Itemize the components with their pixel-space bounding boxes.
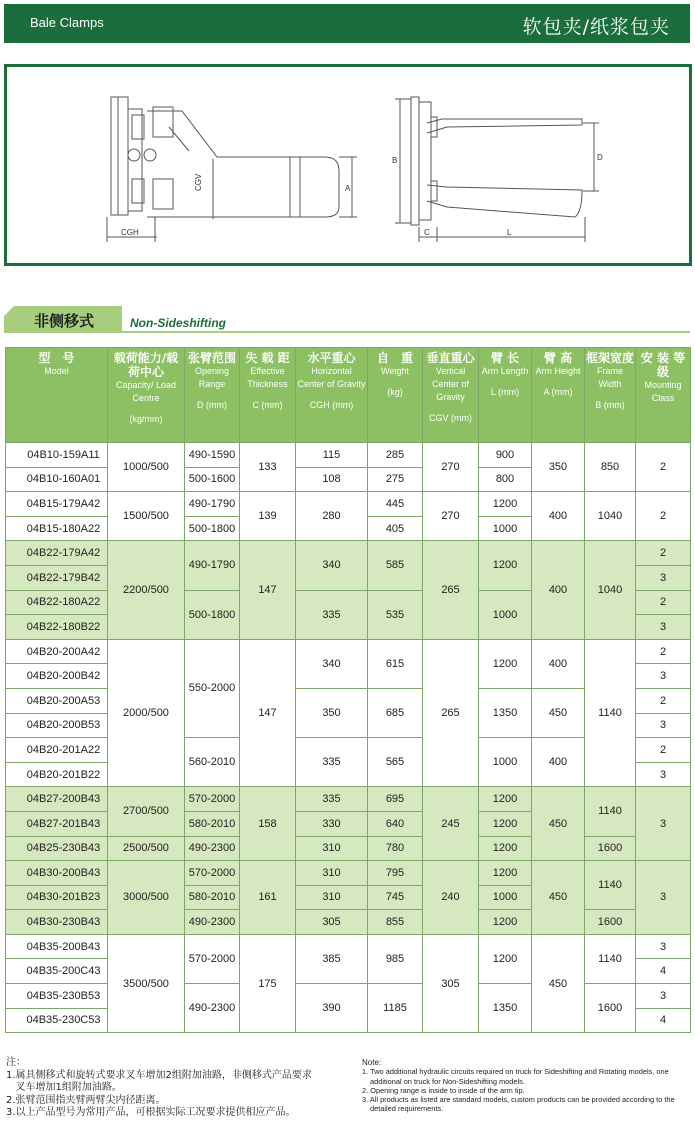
opening-cell: 570-2000 [185, 861, 240, 886]
col-header-thickness: 失 载 距 Effective Thickness C (mm) [240, 348, 296, 443]
arm-length-cell: 800 [479, 467, 532, 492]
mounting-cell: 2 [636, 443, 691, 492]
model-cell: 04B30-201B23 [6, 885, 108, 910]
cgh-cell: 335 [296, 787, 368, 812]
thickness-cell: 175 [240, 934, 296, 1032]
col-header-arm-length: 臂 长 Arm Length L (mm) [479, 348, 532, 443]
col-header-mounting: 安 装 等 级 Mounting Class [636, 348, 691, 443]
label-cgv: CGV [194, 173, 203, 191]
opening-cell: 500-1600 [185, 467, 240, 492]
weight-cell: 565 [368, 738, 423, 787]
cgv-cell: 265 [423, 541, 479, 639]
opening-cell: 500-1800 [185, 516, 240, 541]
arm-length-cell: 1000 [479, 885, 532, 910]
notes-cn-item: 3.以上产品型号为常用产品，可根据实际工况要求提供相应产品。 [6, 1107, 296, 1118]
mounting-cell: 3 [636, 713, 691, 738]
weight-cell: 795 [368, 861, 423, 886]
arm-length-cell: 1000 [479, 590, 532, 639]
cgv-cell: 240 [423, 861, 479, 935]
opening-cell: 550-2000 [185, 639, 240, 737]
mounting-cell: 3 [636, 984, 691, 1009]
model-cell: 04B22-180A22 [6, 590, 108, 615]
capacity-cell: 2500/500 [108, 836, 185, 861]
col-header-capacity: 载荷能力/载荷中心 Capacity/ Load Centre (kg/mm) [108, 348, 185, 443]
thickness-cell: 147 [240, 541, 296, 639]
model-cell: 04B20-201B22 [6, 762, 108, 787]
mounting-cell: 4 [636, 959, 691, 984]
frame-width-cell: 1140 [585, 639, 636, 787]
cgh-cell: 310 [296, 885, 368, 910]
weight-cell: 285 [368, 443, 423, 468]
model-cell: 04B22-179A42 [6, 541, 108, 566]
model-cell: 04B20-200A42 [6, 639, 108, 664]
mounting-cell: 3 [636, 787, 691, 861]
weight-cell: 405 [368, 516, 423, 541]
cgh-cell: 108 [296, 467, 368, 492]
opening-cell: 580-2010 [185, 811, 240, 836]
arm-length-cell: 1200 [479, 541, 532, 590]
notes-cn-item: 2.张臂范围指夹臂两臂尖内径距离。 [6, 1094, 166, 1106]
capacity-cell: 1000/500 [108, 443, 185, 492]
model-cell: 04B35-200B43 [6, 934, 108, 959]
mounting-cell: 3 [636, 615, 691, 640]
cgh-cell: 310 [296, 836, 368, 861]
spec-table [5, 347, 691, 1033]
mounting-cell: 2 [636, 541, 691, 566]
opening-cell: 490-1790 [185, 541, 240, 590]
clamp-diagram [7, 67, 689, 263]
cgh-cell: 390 [296, 984, 368, 1033]
arm-length-cell: 1200 [479, 836, 532, 861]
col-header-weight: 自 重 Weight (kg) [368, 348, 423, 443]
cgh-cell: 335 [296, 590, 368, 639]
arm-length-cell: 1350 [479, 984, 532, 1033]
arm-height-cell: 450 [532, 688, 585, 737]
weight-cell: 275 [368, 467, 423, 492]
table-header-row [6, 348, 691, 443]
cgh-cell: 115 [296, 443, 368, 468]
mounting-cell: 2 [636, 639, 691, 664]
arm-length-cell: 1200 [479, 934, 532, 983]
model-cell: 04B35-200C43 [6, 959, 108, 984]
cgv-cell: 265 [423, 639, 479, 787]
capacity-cell: 2200/500 [108, 541, 185, 639]
notes-cn-item: 叉车增加1组附加油路。 [6, 1082, 122, 1093]
model-cell: 04B22-180B22 [6, 615, 108, 640]
arm-length-cell: 1000 [479, 516, 532, 541]
thickness-cell: 139 [240, 492, 296, 541]
mounting-cell: 3 [636, 565, 691, 590]
table-row [6, 443, 691, 468]
frame-width-cell: 1040 [585, 541, 636, 639]
opening-cell: 580-2010 [185, 885, 240, 910]
model-cell: 04B35-230C53 [6, 1008, 108, 1033]
mounting-cell: 3 [636, 861, 691, 935]
mounting-cell: 2 [636, 688, 691, 713]
weight-cell: 535 [368, 590, 423, 639]
section-title-en: Non-Sideshifting [130, 316, 226, 330]
section-divider [4, 331, 690, 333]
cgh-cell: 340 [296, 541, 368, 590]
notes-chinese [6, 1057, 346, 1120]
mounting-cell: 2 [636, 492, 691, 541]
cgh-cell: 335 [296, 738, 368, 787]
mounting-cell: 2 [636, 738, 691, 763]
col-header-cgh: 水平重心 Horizontal Center of Gravity CGH (mm) [296, 348, 368, 443]
col-header-frame-width: 框架宽度 Frame Width B (mm) [585, 348, 636, 443]
arm-height-cell: 450 [532, 787, 585, 861]
model-cell: 04B25-230B43 [6, 836, 108, 861]
notes-english [362, 1058, 692, 1114]
cgv-cell: 245 [423, 787, 479, 861]
weight-cell: 685 [368, 688, 423, 737]
label-d: D [597, 153, 603, 162]
cgv-cell: 270 [423, 492, 479, 541]
weight-cell: 745 [368, 885, 423, 910]
weight-cell: 985 [368, 934, 423, 983]
frame-width-cell: 1140 [585, 934, 636, 983]
mounting-cell: 4 [636, 1008, 691, 1033]
model-cell: 04B30-200B43 [6, 861, 108, 886]
col-header-model: 型 号 Model [6, 348, 108, 443]
arm-length-cell: 1200 [479, 787, 532, 812]
thickness-cell: 147 [240, 639, 296, 787]
capacity-cell: 2000/500 [108, 639, 185, 787]
capacity-cell: 3000/500 [108, 861, 185, 935]
arm-length-cell: 1200 [479, 811, 532, 836]
capacity-cell: 3500/500 [108, 934, 185, 1032]
mounting-cell: 3 [636, 762, 691, 787]
notes-en-item: 1. Two additional hydraulic circuits required on truck for Sideshifting and Rotating models, one additional on truck for Non-Sideshifting models. [362, 1067, 669, 1086]
mounting-cell: 2 [636, 590, 691, 615]
col-header-arm-height: 臂 高 Arm Height A (mm) [532, 348, 585, 443]
weight-cell: 1185 [368, 984, 423, 1033]
label-c: C [424, 228, 430, 237]
page-header [4, 4, 690, 43]
cgh-cell: 305 [296, 910, 368, 935]
mounting-cell: 3 [636, 934, 691, 959]
arm-height-cell: 400 [532, 639, 585, 688]
thickness-cell: 133 [240, 443, 296, 492]
model-cell: 04B15-179A42 [6, 492, 108, 517]
frame-width-cell: 850 [585, 443, 636, 492]
opening-cell: 560-2010 [185, 738, 240, 787]
table-row [6, 787, 691, 812]
section-title-cn: 非侧移式 [34, 312, 95, 330]
cgv-cell: 305 [423, 934, 479, 1032]
opening-cell: 500-1800 [185, 590, 240, 639]
cgv-cell: 270 [423, 443, 479, 492]
notes-cn-item: 1.属具侧移式和旋转式要求叉车增加2组附加油路，非侧移式产品要求 [6, 1069, 312, 1081]
weight-cell: 695 [368, 787, 423, 812]
arm-length-cell: 1200 [479, 861, 532, 886]
table-row [6, 541, 691, 566]
arm-height-cell: 350 [532, 443, 585, 492]
arm-height-cell: 450 [532, 934, 585, 1032]
arm-height-cell: 400 [532, 738, 585, 787]
col-header-opening: 张臂范围 Opening Range D (mm) [185, 348, 240, 443]
label-l: L [507, 228, 512, 237]
cgh-cell: 385 [296, 934, 368, 983]
arm-length-cell: 1200 [479, 639, 532, 688]
arm-length-cell: 1200 [479, 910, 532, 935]
model-cell: 04B20-200A53 [6, 688, 108, 713]
arm-length-cell: 1200 [479, 492, 532, 517]
notes-cn-title: 注： [6, 1057, 26, 1068]
thickness-cell: 161 [240, 861, 296, 935]
model-cell: 04B27-200B43 [6, 787, 108, 812]
notes-en-item: 3. All products as listed are standard models, custom products can be provided according to the detailed requirements. [362, 1095, 675, 1114]
notes-en-title: Note: [362, 1058, 382, 1067]
model-cell: 04B20-200B42 [6, 664, 108, 689]
arm-height-cell: 400 [532, 541, 585, 639]
opening-cell: 490-2300 [185, 910, 240, 935]
header-title-cn: 软包夹/纸浆包夹 [522, 16, 670, 38]
capacity-cell: 1500/500 [108, 492, 185, 541]
arm-length-cell: 1000 [479, 738, 532, 787]
arm-height-cell: 400 [532, 492, 585, 541]
frame-width-cell: 1140 [585, 861, 636, 910]
opening-cell: 490-1590 [185, 443, 240, 468]
model-cell: 04B27-201B43 [6, 811, 108, 836]
table-row [6, 639, 691, 664]
table-row [6, 492, 691, 517]
opening-cell: 490-2300 [185, 836, 240, 861]
thickness-cell: 158 [240, 787, 296, 861]
weight-cell: 780 [368, 836, 423, 861]
mounting-cell: 3 [636, 664, 691, 689]
model-cell: 04B20-200B53 [6, 713, 108, 738]
col-header-cgv: 垂直重心 Vertical Center of Gravity CGV (mm) [423, 348, 479, 443]
table-row [6, 861, 691, 886]
frame-width-cell: 1600 [585, 910, 636, 935]
notes-en-item: 2. Opening range is inside to inside of the arm tip. [362, 1085, 525, 1095]
model-cell: 04B22-179B42 [6, 565, 108, 590]
model-cell: 04B30-230B43 [6, 910, 108, 935]
weight-cell: 640 [368, 811, 423, 836]
arm-height-cell: 450 [532, 861, 585, 935]
arm-length-cell: 900 [479, 443, 532, 468]
opening-cell: 490-1790 [185, 492, 240, 517]
arm-length-cell: 1350 [479, 688, 532, 737]
capacity-cell: 2700/500 [108, 787, 185, 836]
frame-width-cell: 1600 [585, 984, 636, 1033]
frame-width-cell: 1600 [585, 836, 636, 861]
cgh-cell: 330 [296, 811, 368, 836]
label-cgh: CGH [121, 228, 139, 237]
cgh-cell: 280 [296, 492, 368, 541]
label-b: B [392, 156, 398, 165]
cgh-cell: 310 [296, 861, 368, 886]
cgh-cell: 340 [296, 639, 368, 688]
opening-cell: 570-2000 [185, 934, 240, 983]
model-cell: 04B10-160A01 [6, 467, 108, 492]
opening-cell: 490-2300 [185, 984, 240, 1033]
model-cell: 04B20-201A22 [6, 738, 108, 763]
model-cell: 04B10-159A11 [6, 443, 108, 468]
model-cell: 04B15-180A22 [6, 516, 108, 541]
opening-cell: 570-2000 [185, 787, 240, 812]
header-title-en: Bale Clamps [30, 15, 104, 30]
frame-width-cell: 1040 [585, 492, 636, 541]
cgh-cell: 350 [296, 688, 368, 737]
section-tab [4, 306, 122, 332]
frame-width-cell: 1140 [585, 787, 636, 836]
label-a: A [345, 184, 351, 193]
technical-drawing [4, 64, 692, 266]
model-cell: 04B35-230B53 [6, 984, 108, 1009]
weight-cell: 615 [368, 639, 423, 688]
weight-cell: 855 [368, 910, 423, 935]
weight-cell: 585 [368, 541, 423, 590]
weight-cell: 445 [368, 492, 423, 517]
table-row [6, 934, 691, 959]
table-row [6, 836, 691, 861]
